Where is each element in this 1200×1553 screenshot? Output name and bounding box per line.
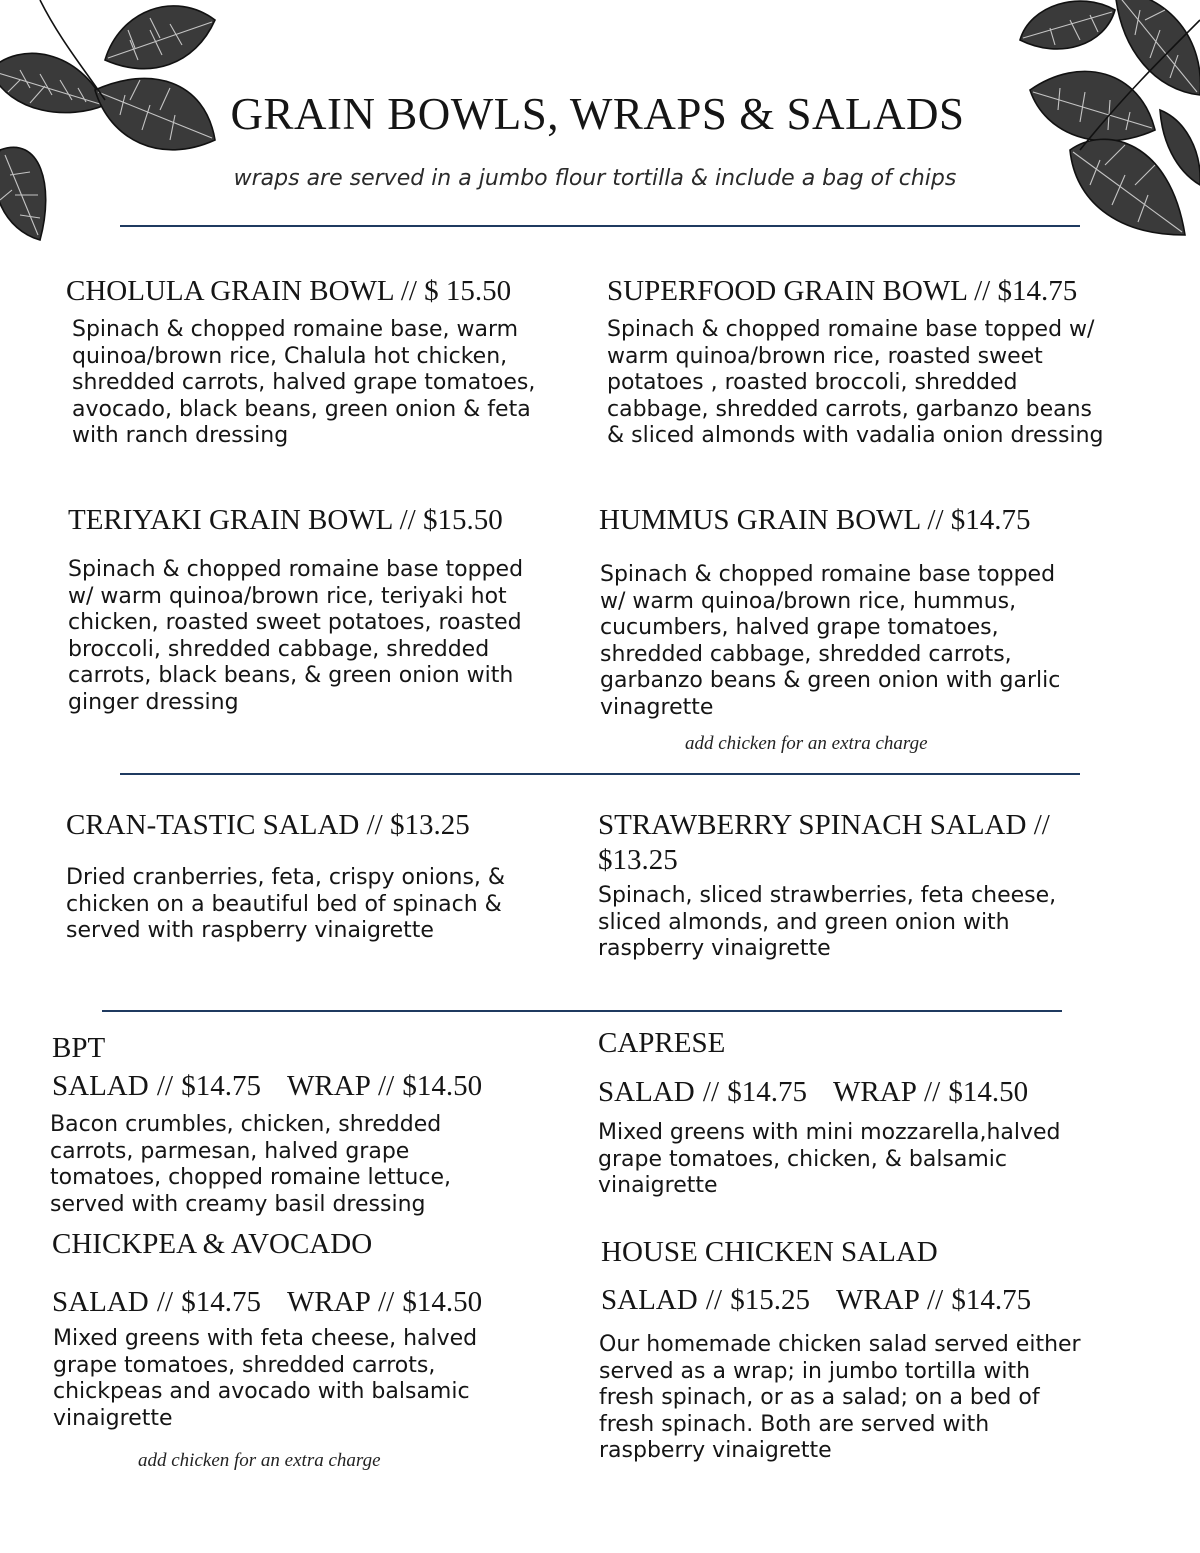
- wrap-price: WRAP // $14.50: [833, 1076, 1029, 1108]
- salad-price: SALAD // $14.75: [52, 1286, 262, 1318]
- divider: [102, 1010, 1062, 1012]
- item-title-superfood: SUPERFOOD GRAIN BOWL // $14.75: [607, 275, 1078, 307]
- item-desc-teriyaki: Spinach & chopped romaine base topped w/ warm quinoa/brown rice, teriyaki hot chicken, roasted sweet potatoes, roasted broccoli, shredded cabbage, shredded carrots, black beans, & green onion with ginger dressing: [68, 557, 524, 715]
- item-desc-chickpea: Mixed greens with feta cheese, halved grape tomatoes, shredded carrots, chickpeas and avocado with balsamic vinaigrette: [53, 1326, 478, 1431]
- item-prices-caprese: [598, 1076, 1028, 1109]
- note-add-chicken: add chicken for an extra charge: [138, 1450, 381, 1471]
- salad-price: SALAD // $14.75: [598, 1076, 808, 1108]
- page-subtitle: wraps are served in a jumbo flour tortilla & include a bag of chips: [233, 166, 957, 191]
- item-title-caprese: CAPRESE: [598, 1027, 726, 1059]
- item-desc-strawberry: Spinach, sliced strawberries, feta cheese, sliced almonds, and green onion with raspberry vinaigrette: [598, 883, 1057, 961]
- item-title-strawberry: STRAWBERRY SPINACH SALAD //: [598, 809, 1050, 841]
- item-title-hummus: HUMMUS GRAIN BOWL // $14.75: [599, 504, 1031, 536]
- salad-price: SALAD // $14.75: [52, 1070, 262, 1102]
- page-title: GRAIN BOWLS, WRAPS & SALADS: [230, 89, 965, 139]
- item-title-house: HOUSE CHICKEN SALAD: [601, 1236, 938, 1268]
- wrap-price: WRAP // $14.50: [287, 1286, 483, 1318]
- item-price-strawberry: $13.25: [598, 844, 678, 876]
- item-title-crantastic: CRAN-TASTIC SALAD // $13.25: [66, 809, 470, 841]
- item-desc-cholula: Spinach & chopped romaine base, warm quinoa/brown rice, Chalula hot chicken, shredded carrots, halved grape tomatoes, avocado, black beans, green onion & feta with ranch dressing: [72, 317, 536, 448]
- item-desc-hummus: Spinach & chopped romaine base topped w/ warm quinoa/brown rice, hummus, cucumbers, halved grape tomatoes, shredded cabbage, shredded carrots, garbanzo beans & green onion with garlic vinagrette: [600, 562, 1061, 720]
- item-desc-caprese: Mixed greens with mini mozzarella,halved grape tomatoes, chicken, & balsamic vinaigrette: [598, 1120, 1061, 1198]
- wrap-price: WRAP // $14.75: [836, 1284, 1032, 1316]
- item-desc-superfood: Spinach & chopped romaine base topped w/ warm quinoa/brown rice, roasted sweet potatoes , roasted broccoli, shredded cabbage, shredded carrots, garbanzo beans & sliced almonds with vadalia onion dressing: [607, 317, 1104, 448]
- salad-price: SALAD // $15.25: [601, 1284, 811, 1316]
- item-prices-chickpea: [52, 1286, 482, 1319]
- item-desc-crantastic: Dried cranberries, feta, crispy onions, & chicken on a beautiful bed of spinach & served with raspberry vinaigrette: [66, 865, 506, 943]
- divider: [120, 225, 1080, 227]
- item-prices-bpt: [52, 1070, 482, 1103]
- divider: [120, 773, 1080, 775]
- item-prices-house: [601, 1284, 1031, 1317]
- item-title-cholula: CHOLULA GRAIN BOWL // $ 15.50: [66, 275, 512, 307]
- item-title-bpt: BPT: [52, 1032, 106, 1064]
- wrap-price: WRAP // $14.50: [287, 1070, 483, 1102]
- item-title-chickpea: CHICKPEA & AVOCADO: [52, 1228, 373, 1260]
- item-desc-house: Our homemade chicken salad served either served as a wrap; in jumbo tortilla with fresh spinach, or as a salad; on a bed of fresh spinach. Both are served with raspberry vinaigrette: [599, 1332, 1081, 1463]
- note-add-chicken: add chicken for an extra charge: [685, 733, 928, 754]
- item-title-teriyaki: TERIYAKI GRAIN BOWL // $15.50: [68, 504, 503, 536]
- item-desc-bpt: Bacon crumbles, chicken, shredded carrots, parmesan, halved grape tomatoes, chopped romaine lettuce, served with creamy basil dressing: [50, 1112, 451, 1217]
